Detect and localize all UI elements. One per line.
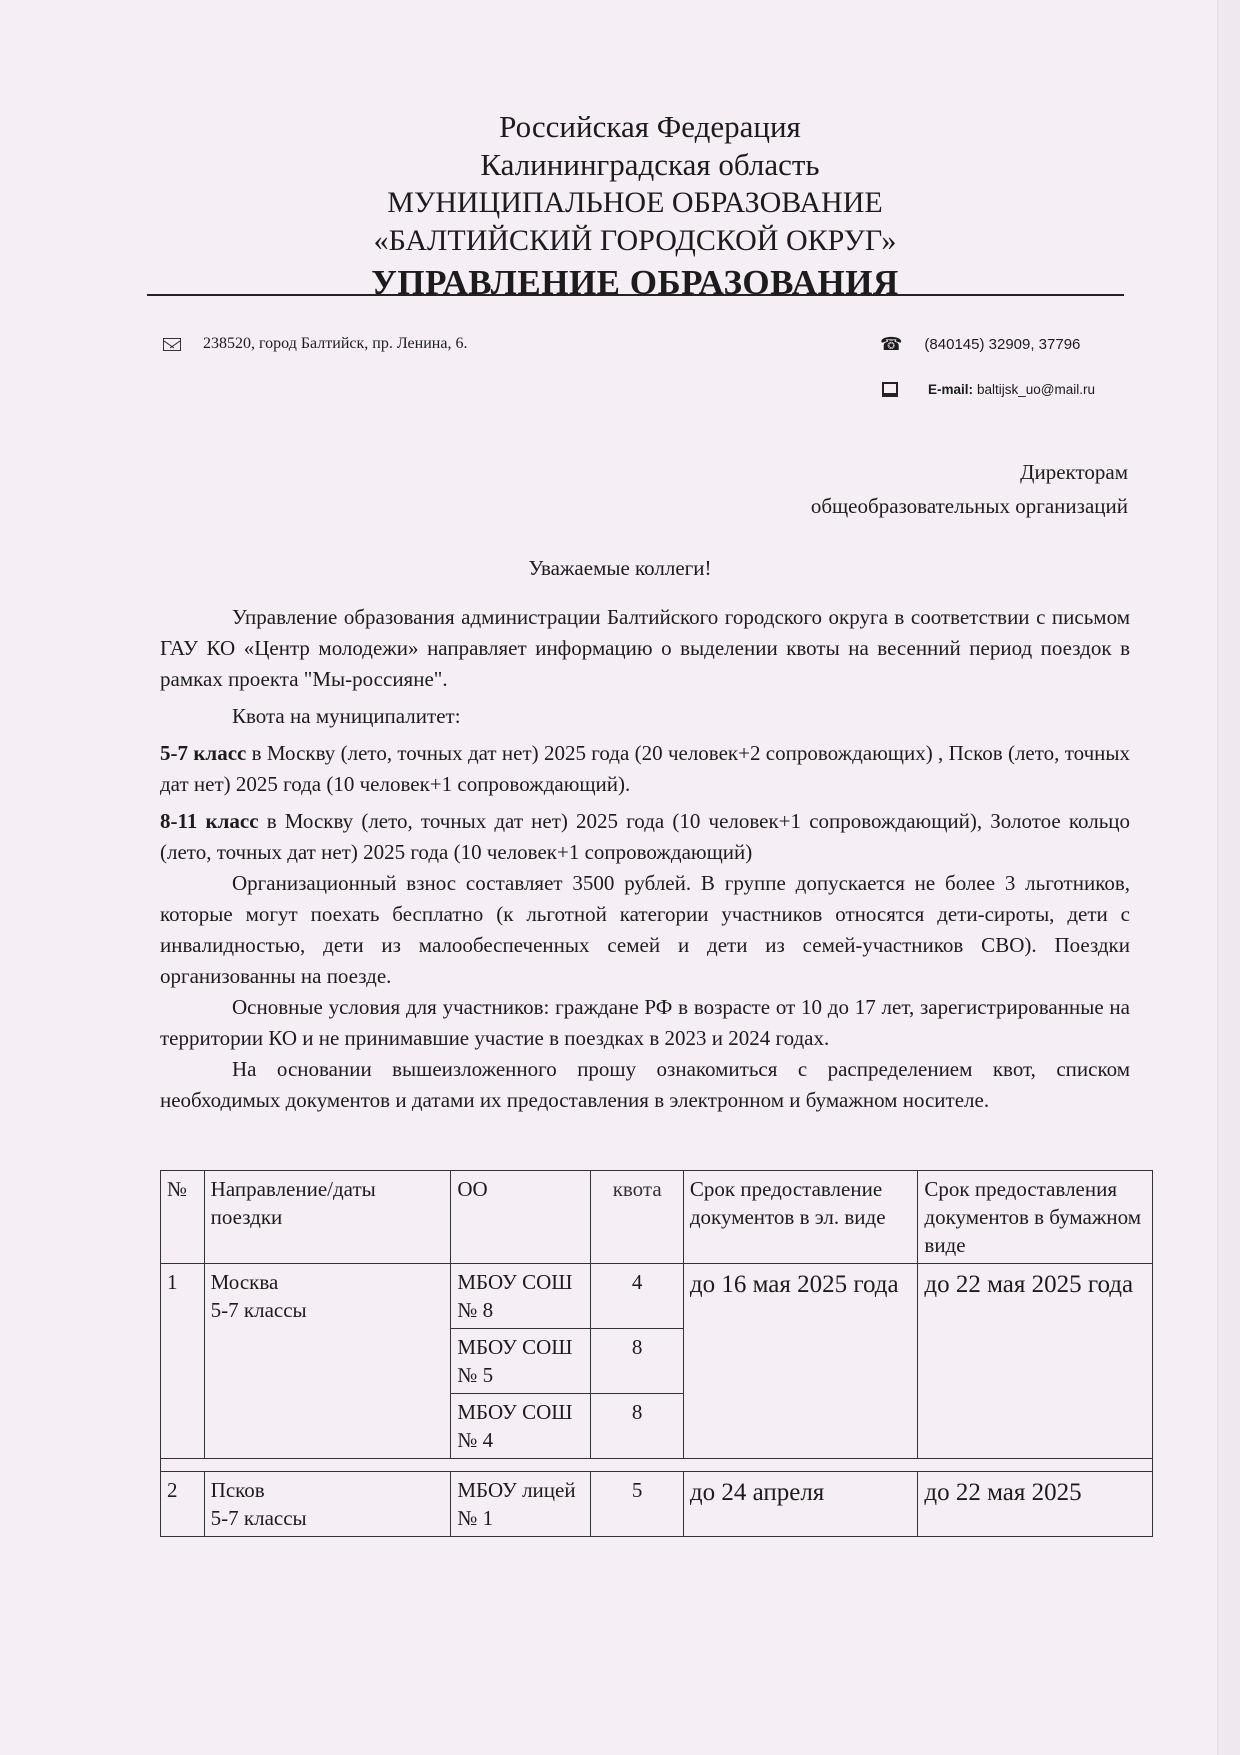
envelope-icon	[163, 338, 181, 351]
row-paper-deadline: до 22 мая 2025 года	[918, 1264, 1153, 1459]
header-organization: ОО	[451, 1171, 591, 1264]
direction-city: Псков	[210, 1478, 265, 1502]
body-paragraph-grades-8-11	[160, 806, 1130, 868]
phone-line	[880, 334, 1080, 355]
row-school: МБОУ СОШ № 5	[451, 1329, 591, 1394]
grades-8-11-text: в Москву (лето, точных дат нет) 2025 года (10 человек+1 сопровождающий), Золотое кольцо (лето, точных дат нет) 2025 года (10 человек+1 сопровождающий)	[160, 809, 1131, 864]
address-line	[163, 335, 467, 353]
header-paper-deadline: Срок предоставления документов в бумажном виде	[918, 1171, 1153, 1264]
row-school: МБОУ СОШ № 4	[451, 1394, 591, 1459]
header-direction: Направление/даты поездки	[204, 1171, 451, 1264]
table-row	[161, 1472, 1153, 1537]
body-paragraph-request: На основании вышеизложенного прошу ознакомиться с распределением квот, списком необходимых документов и датами их предоставления в электронном и бумажном носителе.	[160, 1057, 1130, 1112]
row-number: 2	[161, 1472, 205, 1537]
letterhead-district: «БАЛТИЙСКИЙ ГОРОДСКОЙ ОКРУГ»	[373, 224, 897, 257]
row-paper-deadline: до 22 мая 2025	[918, 1472, 1153, 1537]
addressee-line-2: общеобразовательных организаций	[810, 494, 1128, 518]
address-text: 238520, город Балтийск, пр. Ленина, 6.	[203, 335, 468, 352]
letterhead-municipality: МУНИЦИПАЛЬНОЕ ОБРАЗОВАНИЕ	[387, 186, 883, 219]
row-electronic-deadline: до 24 апреля	[683, 1472, 918, 1537]
row-quota: 8	[591, 1394, 683, 1459]
letterhead-country: Российская Федерация	[499, 109, 801, 144]
row-number: 1	[161, 1264, 205, 1459]
body-paragraph-grades-5-7	[160, 738, 1130, 800]
email-line	[882, 382, 1095, 397]
phone-icon: ☎	[880, 334, 903, 354]
body-paragraph-conditions: Основные условия для участников: граждане РФ в возрасте от 10 до 17 лет, зарегистрированные на территории КО и не принимавшие участие в поездках в 2023 и 2024 годах.	[160, 995, 1130, 1050]
row-quota: 8	[591, 1329, 683, 1394]
row-school: МБОУ СОШ № 8	[451, 1264, 591, 1329]
row-school: МБОУ лицей № 1	[451, 1472, 591, 1537]
row-quota: 4	[591, 1264, 683, 1329]
phone-text: (840145) 32909, 37796	[924, 336, 1081, 353]
row-quota: 5	[591, 1472, 683, 1537]
header-electronic-deadline: Срок предоставление документов в эл. виде	[683, 1171, 918, 1264]
direction-city: Москва	[210, 1270, 279, 1294]
email-address[interactable]: baltijsk_uo@mail.ru	[977, 382, 1096, 397]
addressee-line-1: Директорам	[1020, 460, 1128, 484]
letterhead-region: Калининградская область	[480, 147, 820, 182]
direction-grade: 5-7 классы	[210, 1506, 307, 1530]
table-row	[161, 1264, 1153, 1329]
row-direction	[204, 1264, 451, 1459]
addressee-block	[811, 455, 1128, 523]
computer-icon	[882, 382, 898, 397]
row-direction	[204, 1472, 451, 1537]
table-spacer-row	[161, 1459, 1153, 1472]
page-edge	[1217, 0, 1240, 1755]
spacer-cell	[161, 1459, 1153, 1472]
letterhead	[140, 108, 1130, 306]
letter-body	[160, 602, 1130, 1116]
direction-grade: 5-7 классы	[210, 1298, 307, 1322]
quota-table	[160, 1170, 1153, 1537]
header-number: №	[161, 1171, 205, 1264]
grades-5-7-label: 5-7 класс	[160, 741, 247, 765]
body-paragraph-fee: Организационный взнос составляет 3500 рублей. В группе допускается не более 3 льготников, которые могут поехать бесплатно (к льготной категории участников относятся дети-сироты, дети с инвалидностью, дети из малообеспеченных семей и дети из семей-участников СВО). Поездки организованны на поезде.	[160, 871, 1130, 988]
greeting: Уважаемые коллеги!	[528, 556, 712, 580]
email-label: E-mail:	[928, 382, 974, 397]
body-paragraph-intro: Управление образования администрации Балтийского городского округа в соответствии с письмом ГАУ КО «Центр молодежи» направляет информацию о выделении квоты на весенний период поездок в рамках проекта "Мы-россияне".	[160, 605, 1130, 691]
body-paragraph-quota-heading: Квота на муниципалитет:	[232, 704, 461, 728]
letterhead-title: УПРАВЛЕНИЕ ОБРАЗОВАНИЯ	[371, 263, 899, 302]
table-header-row	[161, 1171, 1153, 1264]
letterhead-divider	[147, 294, 1124, 296]
grades-8-11-label: 8-11 класс	[160, 809, 259, 833]
row-electronic-deadline: до 16 мая 2025 года	[683, 1264, 918, 1459]
grades-5-7-text: в Москву (лето, точных дат нет) 2025 года (20 человек+2 сопровождающих) , Псков (лето, точных дат нет) 2025 года (10 человек+1 сопровождающий).	[160, 741, 1130, 796]
header-quota: квота	[591, 1171, 683, 1264]
